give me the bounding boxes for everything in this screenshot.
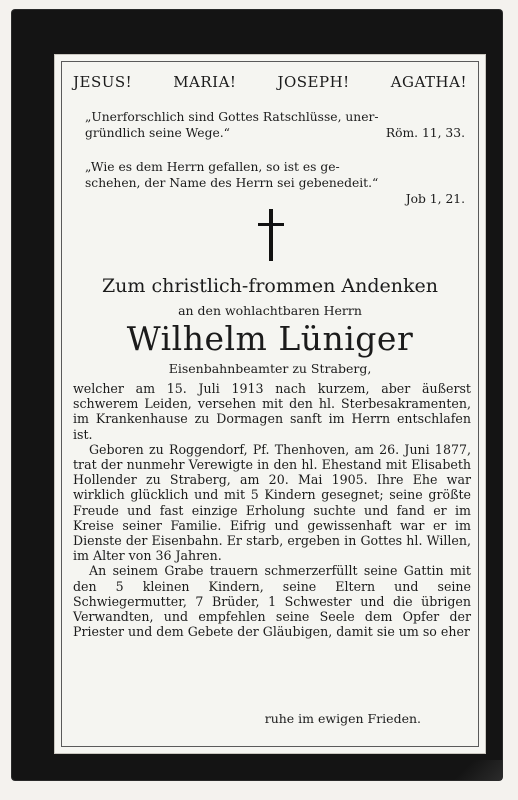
invocation-agatha: AGATHA! bbox=[390, 73, 467, 91]
scripture-quote-2 bbox=[85, 159, 465, 207]
quote-2-line-1: „Wie es dem Herrn gefallen, so ist es ge- bbox=[85, 160, 340, 174]
biography-text bbox=[73, 381, 471, 639]
quote-2-line-2: schehen, der Name des Herrn sei gebenedeit.“ bbox=[85, 176, 379, 190]
quote-1-line-2: gründlich seine Wege.“ bbox=[85, 126, 230, 140]
card-panel bbox=[54, 54, 486, 754]
closing-line: ruhe im ewigen Frieden. bbox=[264, 711, 421, 726]
invocation-header bbox=[73, 73, 467, 91]
paragraph-mourners: An seinem Grabe trauern schmerzerfüllt seine Gattin mit den 5 kleinen Kindern, seine Eltern und seine Schwiegermutter, 7 Brüder, 1 Schwester und die übrigen Verwandten, und empfehlen seine Seele dem Opfer der Priester und dem Gebete der Gläubigen, damit sie um so eher bbox=[73, 563, 471, 640]
invocation-joseph: JOSEPH! bbox=[277, 73, 350, 91]
quote-1-reference: Röm. 11, 33. bbox=[385, 126, 465, 140]
invocation-maria: MARIA! bbox=[173, 73, 237, 91]
quote-1-line-1: „Unerforschlich sind Gottes Ratschlüsse, uner- bbox=[85, 110, 379, 124]
invocation-jesus: JESUS! bbox=[73, 73, 133, 91]
memorial-heading: Zum christlich-frommen Andenken bbox=[101, 275, 439, 297]
cross-icon bbox=[258, 209, 284, 261]
deceased-occupation: Eisenbahnbeamter zu Straberg, bbox=[168, 361, 372, 376]
paragraph-death: welcher am 15. Juli 1913 nach kurzem, aber äußerst schwerem Leiden, versehen mit den hl. Sterbesakramenten, im Krankenhause zu Dormagen sanft im Herrn entschlafen ist. bbox=[73, 381, 471, 442]
quote-2-reference: Job 1, 21. bbox=[405, 192, 465, 206]
scripture-quote-1 bbox=[85, 109, 465, 141]
memorial-card bbox=[12, 10, 502, 780]
memorial-subheading: an den wohlachtbaren Herrn bbox=[178, 303, 362, 318]
deceased-name: Wilhelm Lüniger bbox=[126, 319, 414, 358]
paragraph-life: Geboren zu Roggendorf, Pf. Thenhoven, am 26. Juni 1877, trat der nunmehr Verewigte in den hl. Ehestand mit Elisabeth Hollender zu Straberg, am 20. Mai 1905. Ihre Ehe war wirklich glücklich und mit 5 Kindern gesegnet; seine größte Freude und fast einzige Erholung suchte und fand er im Kreise seiner Familie. Eifrig und gewissenhaft war er im Dienste der Eisenbahn. Er starb, ergeben in Gottes hl. Willen, im Alter von 36 Jahren. bbox=[73, 441, 471, 564]
